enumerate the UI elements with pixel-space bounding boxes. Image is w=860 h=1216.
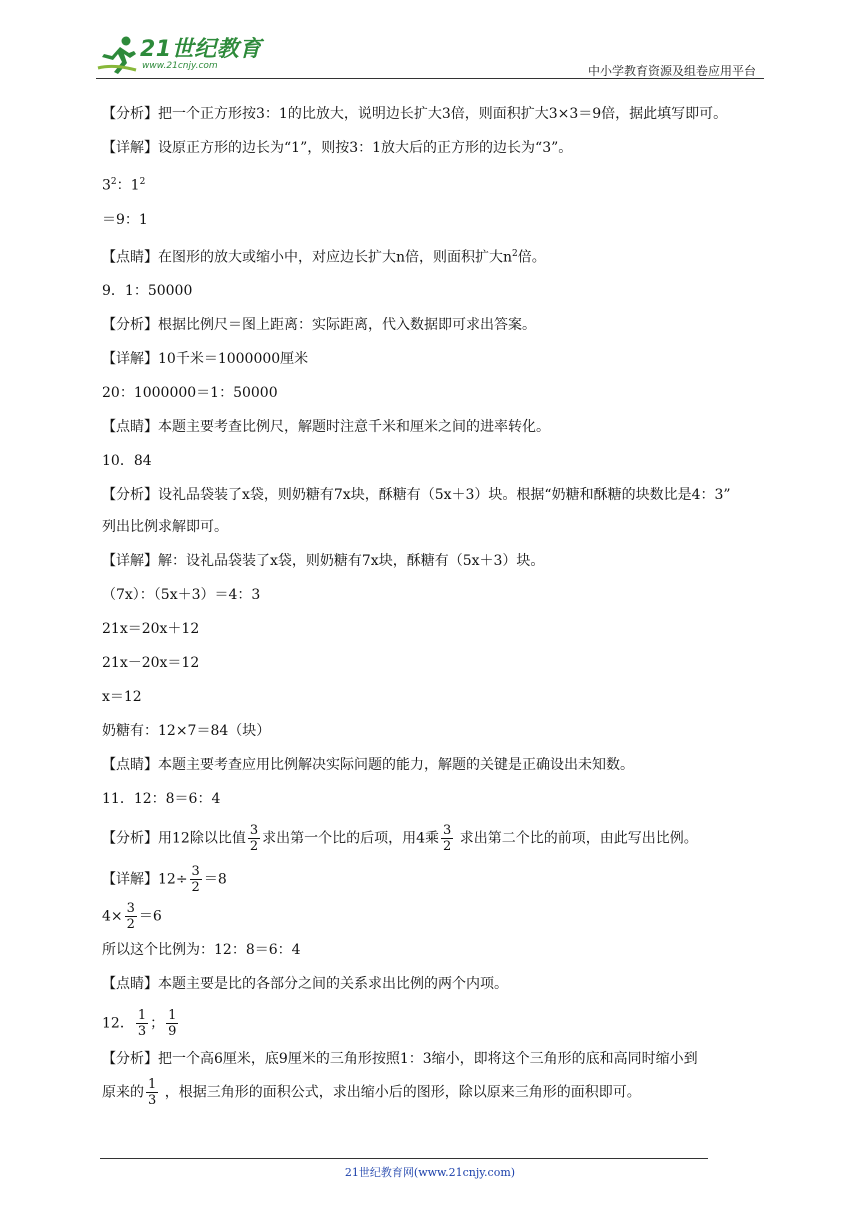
note-line: 【点睛】本题主要是比的各部分之间的关系求出比例的两个内项。 — [102, 976, 508, 993]
equation-line: （7x）：（5x＋3）＝4：3 — [102, 587, 261, 604]
detail-line: 【详解】12÷ $\frac{3}{2}$ ＝8 — [102, 864, 227, 896]
page-header — [96, 34, 764, 78]
fraction: $\frac{3}{2}$ — [191, 864, 200, 896]
analysis-line: 【分析】根据比例尺＝图上距离：实际距离，代入数据即可求出答案。 — [102, 317, 536, 334]
document-body — [102, 104, 774, 1122]
note-line: 【点睛】本题主要考查比例尺，解题时注意千米和厘米之间的进率转化。 — [102, 419, 550, 436]
note-line: 【点睛】在图形的放大或缩小中，对应边长扩大n倍，则面积扩大$n^2$倍。 — [102, 248, 546, 266]
fraction: $\frac{1}{9}$ — [168, 1008, 177, 1040]
note-line: 【点睛】本题主要考查应用比例解决实际问题的能力，解题的关键是正确设出未知数。 — [102, 757, 634, 774]
detail-line: 【详解】10千米＝1000000厘米 — [102, 351, 309, 368]
logo-text: 21世纪教育 — [140, 37, 262, 62]
answer-heading: 10．84 — [102, 453, 152, 470]
equation-line: 20：1000000＝1：50000 — [102, 385, 278, 402]
analysis-line-cont: 原来的 $\frac{1}{3}$ ，根据三角形的面积公式，求出缩小后的图形，除以原来三角形的面积即可。 — [102, 1077, 641, 1109]
equation-line: ＝9：1 — [102, 211, 148, 228]
analysis-line-cont: 列出比例求解即可。 — [102, 519, 228, 536]
equation-line: 4× $\frac{3}{2}$ ＝6 — [102, 901, 162, 933]
footer-divider — [100, 1158, 708, 1159]
detail-line: 【详解】解：设礼品袋装了x袋，则奶糖有7x块，酥糖有（5x＋3）块。 — [102, 553, 545, 570]
equation-line: 21x＝20x＋12 — [102, 621, 200, 638]
runner-logo-icon — [96, 34, 142, 78]
analysis-line: 【分析】把一个正方形按3：1的比放大，说明边长扩大3倍，则面积扩大3×3＝9倍，据此填写即可。 — [102, 106, 728, 122]
fraction: $\frac{3}{2}$ — [443, 823, 452, 855]
equation-line: 奶糖有：12×7＝84（块） — [102, 723, 271, 740]
answer-heading: 12． $\frac{1}{3}$ ； $\frac{1}{9}$ — [102, 1008, 177, 1040]
header-divider — [96, 78, 764, 79]
equation-line: 21x－20x＝12 — [102, 655, 200, 672]
analysis-line: 【分析】设礼品袋装了x袋，则奶糖有7x块，酥糖有（5x＋3）块。根据“奶糖和酥糖的块数比是4：3” — [102, 487, 731, 504]
footer-link[interactable]: 21世纪教育网(www.21cnjy.com) — [344, 1166, 516, 1179]
fraction: $\frac{3}{2}$ — [249, 823, 259, 855]
answer-heading: 11．12：8＝6：4 — [102, 791, 221, 808]
equation-line: 所以这个比例为：12：8＝6：4 — [102, 942, 301, 959]
equation-line: $3^2$：$1^2$ — [102, 177, 146, 194]
analysis-line: 【分析】把一个高6厘米，底9厘米的三角形按照1：3缩小，即将这个三角形的底和高同时缩小到 — [102, 1051, 698, 1068]
logo-url: www.21cnjy.com — [142, 61, 218, 71]
answer-heading: 9．1：50000 — [102, 283, 193, 300]
platform-name: 中小学教育资源及组卷应用平台 — [587, 64, 756, 78]
fraction: $\frac{1}{3}$ — [137, 1008, 147, 1040]
fraction: $\frac{1}{3}$ — [148, 1077, 157, 1109]
site-logo[interactable] — [96, 34, 266, 78]
analysis-line: 【分析】用12除以比值 $\frac{3}{2}$ 求出第一个比的后项，用4乘 $\frac{3}{2}$ 求出第二个比的前项，由此写出比例。 — [102, 823, 698, 855]
equation-line: x＝12 — [102, 689, 142, 706]
fraction: $\frac{3}{2}$ — [126, 901, 135, 933]
detail-line: 【详解】设原正方形的边长为“1”，则按3：1放大后的正方形的边长为“3”。 — [102, 140, 573, 156]
